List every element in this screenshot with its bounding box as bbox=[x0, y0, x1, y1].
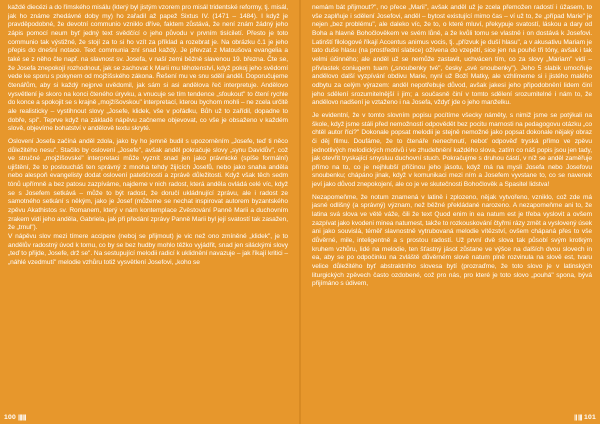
right-paragraph-1: nemám bát přijmout?", no přece „Marii", avšak anděl už je zcela přemožen radostí i úžasem, to vše zaplňuje i sdělení Josefovi, anděl – bytost existující mimo čas – ví už to, že „případ Marie" je nejen „bez problému", ale daleko víc, že to, o které mluví, překypuje svatostí, láskou a dary od Boha a hlavně Bohočlověkem ve svém lůně, a že kvůli tomu se vlastně i on dostává k Josefovi. Latinští filologové říkají Accentus animus vocis, tj. „přízvuk je duší hlasu", a v akusativu Mariam je tato duše hlasu (na prostřední slabice) ožívena do vzepětí, sice jen na pouhé tři tóny, avšak i tak velmi účinného; ale anděl už se nemůže zastavit, uchvácen tím, co za slovy „Mariam" vidí – přivlastek coniugem tuam („snoubenky tvé", česky „své snoubenky"). Jeho 5 slabik umocňuje andělovo další vyzpívání obdivu Marie, nyní už Boží Matky, ale vzhlímeme si i jistého malého odbytu za celým výrazem: anděl nepotřebuje důvod, avšak jakesi jeho připodobnění lidem činí jeho sdělení srozumitelnější i jim; a současně činí v tomto sdělení srozumitelné i nám to, že andělovo nadšení je vztaženo i na Josefa, vždyť jde o jeho manželku. bbox=[312, 4, 592, 107]
page-number-right bbox=[574, 414, 596, 421]
left-text-column bbox=[8, 4, 288, 268]
right-text-column bbox=[312, 4, 592, 289]
left-paragraph-2: Oslovení Josefa začíná anděl zdola, jako by ho jemně budil s upozorněním „Josefe, teď ti něco důležitého nesu". Stačilo by oslovení „Josefe", avšak anděl pokračuje slovy „synu Davidův", což ve stručné „mojžíšovské" interpretaci může vyznít snad jen jako právnické (spíše formální) ujištění, že to posloucháš ten správný z mnoha tehdy žijících Josefů, nebo jako snaha anděla nebo alespoň evangelisty dodat oslovení patetičnosti a zprávě důležitosti. Když však těch sedm tónů upřímně a bez patosu zazpíváme, najdeme v nich radost, která anděla ovládá celé víc, když se s Josefem setkává – může to být radost, že doručí ukládnující zprávu, ale i radost ze samotného setkání s někým, jako je Josef (můžeme se nechat inspirovat autorem byzantského zpěvu Akathistos sv. Romanem, který v nám kontemplace Zvěstování Panně Marii a duchovním zrakem vidí jeho anděla, Gabriela, jak při předání zprávy Panně Marii byl její svatostí tak zasažen, že „trnul"). bbox=[8, 137, 288, 232]
page-number-right-bars: || ||| bbox=[574, 414, 582, 421]
left-paragraph-3: V nápěvu slov mezi tímere accipere (neboj se přijmout) je vic než ono zmíněné „klidek", je to andělův radostný úvod k tomu, co by se bez hudby mohlo těžko vyjádřit, snad jen siláckými slovy „teď to přijde, Josefe, drž se". Na sestupující melodii radicí k uklidnění navazuje – jak říkají kritici – „náhlé vzedmutí" melodie vzhůru totiž vysvětlení Josefovi, „koho se bbox=[8, 233, 288, 267]
page-number-left-bars: |||||| bbox=[18, 414, 26, 421]
right-paragraph-3: Nezapomeňme, že notum znamená v latině i zplozeno, nějak vytvořeno, vzniklo, což zde má jasné odlišný (a správný) význam, než běžné překládané narozeno. A nezapomeňme ani to, že latina svá slova ve větě váže, čili že text Quod enim in ea natum est je třeba vyslovit a ovšem zazpívat jako kvodeni minea natumest, takže to rozkouskování čtyřmi rázy změt a vyslovený úsek ani jako souvislá, téměř slavnostně vytrubovaná melodie vítězství, ovšem chápaná přes to vše důvěrné, mile, inteligentně a s prostou radostí. Už první dvě slova tak působí svým krotkým kruhem vzhůru, lidé na melodie, ten šťastný jásot zůstane ve výšce na dalších dvou slovech in ea, aby se po odpočinku na zvláště důvěrném slově natum plně rozvinula na slově est, tvaru velice důležitého byť abstraktního slovesa bytí (prozraďme, že toto slovo je v latinských liturgických zpěvech často ozdobené, což pro nás, pro které je toto slovo „pouhá" spona, bývá přijímáno s údivem, bbox=[312, 193, 592, 288]
left-paragraph-1: každé diecézi a do římského misálu (který byl jistým vzorem pro misál tridentské reformy, tj. misál, jak ho známe zhedávné doby my) ho zařadil až papež Sixtus IV. (1471 – 1484). I když je pravděpodobné, že devotní communio vzniklo dříve, faktem zůstává, že není znám žádný jeho zápis pomocí neum byť jedný text svědčící o jeho původu v prvním tisíciletí. Přesto je toto communio tak výstižné, že stojí za to si ho vzít za příklad a rozebrat je. Na obrázku č.1 je jeho přepis do dnešní notace. Text communia zní snad každý. Je převzat z Matoušova evangelia a také se z něho čte např. na slavnost sv. Josefa, v naší zemi běžně slavenou 19. března. Čte se, že Josefa znepokojí rozhodnout, jak se zachovat k Marii mu těhotenství, když pokoj jeho svědomí vede ke sporu s pokynem od mojžíšského zákona. Řešení mu ve snu sdělí anděl. Doporučujeme čtenářům, aby si každý nejprve uvědomil, jak sám si asi andělova řeč interpretuje. Andělovo vysvětlení je skoro na konci čteného úryvku, a vnucuje se tím tendence „sfoukout" to čtení rychle do konce a spokojit se s krajně „mojžíšovskou" interpretací, kterou bychom mohli – ne zcela určitě ale realisticky – vystihnout slovy „Josefe, klidek, vše v pořádku, Bůh už to zařídil, dopadne to dobře, spi". Teprve když na základě nápěvu začneme objevovat, co vše je obsaženo v každém slově, objevíme bohatství v andělově textu skryté. bbox=[8, 4, 288, 133]
page-number-left bbox=[4, 414, 26, 421]
page-number-left-value: 100 bbox=[4, 414, 16, 421]
page-number-right-value: 101 bbox=[584, 414, 596, 421]
right-page bbox=[300, 0, 600, 424]
right-paragraph-2: Je evidentní, že v tomto slovním popisu pocítíme všecky náměty, s nimiž jsme se potýkali na škole, když jsme stáli před nemožností odpovědět bez pocitu marnosti na pedagogovu otázku „co chtěl autor říci?" Dokonale popsat melodii je stejně nemožné jako popsat dokonale nějaký obraz či děj filmu. Doufáme, že to čtenáře nenechnutí, neboť odpověď tryská přímo ve zpěvu jednotlivých melodických motivů i ve zhudebnění každého slova, zatím co náš popis jsou jen tady, jak otevřít tryskající smysluu duchovní stuch. Pokračujme s druhou částí, v níž se anděl zaměřuje přímo na to, co je nejhlubší příčinou jeho jásotu, když má na mysli Josefa nebo Josefovu snoubenku; chápáno jinak, když v komunikaci mezi ním a Josefem vyvstane to, co se navenek jeví jako důvod znepokojení, ale co je ve skutečnosti Bohočlověk a Spasitel lidstva! bbox=[312, 111, 592, 189]
